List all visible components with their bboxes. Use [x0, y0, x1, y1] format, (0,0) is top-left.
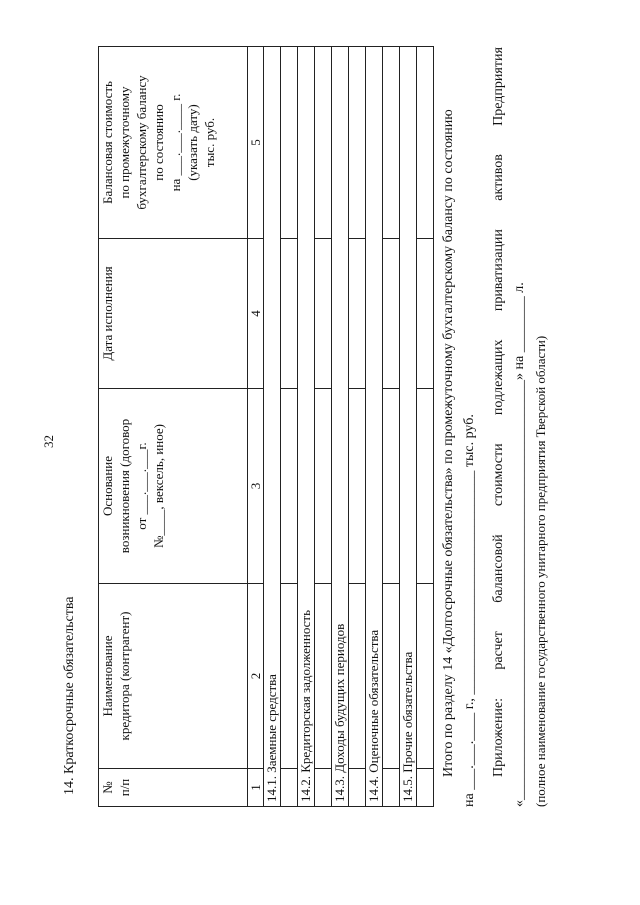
column-number: 2: [248, 584, 264, 769]
section-label: 14.3. Доходы будущих периодов: [332, 623, 347, 802]
total-line-1: Итого по разделу 14 «Долгосрочные обязательства» по промежуточному бухгалтерскому балансу по состоянию: [441, 109, 456, 777]
header-line: Дата исполнения: [100, 266, 115, 361]
appendix-word: стоимости: [491, 443, 506, 507]
appendix-word: приватизации: [491, 229, 506, 312]
table-row: [417, 47, 434, 807]
header-line: кредитора (контрагент): [117, 611, 132, 741]
header-row: [99, 47, 248, 807]
table-row: [281, 47, 298, 807]
header-line: бухгалтерскому балансу: [134, 75, 149, 210]
appendix-word: Предприятия: [491, 47, 506, 126]
table-row: [383, 47, 400, 807]
appendix-word: подлежащих: [491, 339, 506, 416]
appendix-block: [488, 47, 551, 807]
section-row-label: [264, 47, 281, 807]
header-line: №: [100, 781, 115, 794]
section-label: 14.2. Кредиторская задолженность: [298, 609, 313, 802]
section-title: 14. Краткосрочные обязательства: [62, 596, 77, 795]
obligations-table: [98, 46, 434, 807]
header-line: Балансовая стоимость: [100, 81, 115, 204]
header-line: по состоянию: [151, 104, 166, 181]
table-row: [349, 47, 366, 807]
header-line: тыс. руб.: [202, 117, 217, 168]
header-line: на ___.___.____ г.: [168, 93, 183, 192]
header-line: (указать дату): [185, 104, 200, 181]
appendix-word: расчет: [491, 631, 506, 670]
header-line: Наименование: [100, 635, 115, 717]
appendix-word: активов: [491, 154, 506, 201]
table-row: [264, 47, 281, 807]
table-row: [298, 47, 315, 807]
page-number: 32: [41, 435, 56, 448]
section-total: [438, 47, 480, 807]
header-cell-balance-value: [99, 47, 248, 239]
header-cell-basis: [99, 389, 248, 584]
appendix-line-3: (полное наименование государственного унитарного предприятия Тверской области): [533, 335, 548, 807]
header-line: Основание: [100, 455, 115, 517]
table-row: [366, 47, 383, 807]
section-label: 14.4. Оценочные обязательства: [366, 629, 381, 802]
appendix-word: Приложение:: [491, 697, 506, 777]
section-row-label: [400, 47, 417, 807]
column-number: 5: [248, 47, 264, 239]
table-row: [315, 47, 332, 807]
appendix-word: балансовой: [491, 534, 506, 603]
table-row: [400, 47, 417, 807]
column-number-row: [248, 47, 264, 807]
header-cell-number: [99, 769, 248, 807]
header-line: п/п: [117, 778, 132, 797]
section-row-label: [298, 47, 315, 807]
section-row-label: [332, 47, 349, 807]
header-line: №____, вексель, иное): [151, 424, 166, 549]
appendix-line-2: «____________________________________________________________» на ________ л.: [512, 282, 527, 807]
section-label: 14.1. Заемные средства: [264, 674, 279, 802]
header-line: по промежуточному: [117, 86, 132, 199]
section-row-label: [366, 47, 383, 807]
column-number: 3: [248, 389, 264, 584]
header-cell-due-date: [99, 239, 248, 389]
header-cell-creditor: [99, 584, 248, 769]
section-label: 14.5. Прочие обязательства: [400, 651, 415, 802]
column-number: 1: [248, 769, 264, 807]
table-row: [332, 47, 349, 807]
total-line-2: на ___.___.____ г., ________________________________ тыс. руб.: [462, 414, 477, 807]
header-line: возникновения (договор: [117, 418, 132, 554]
column-number: 4: [248, 239, 264, 389]
header-line: от ___.___.___г.: [134, 442, 149, 530]
appendix-line-1: [488, 47, 509, 807]
